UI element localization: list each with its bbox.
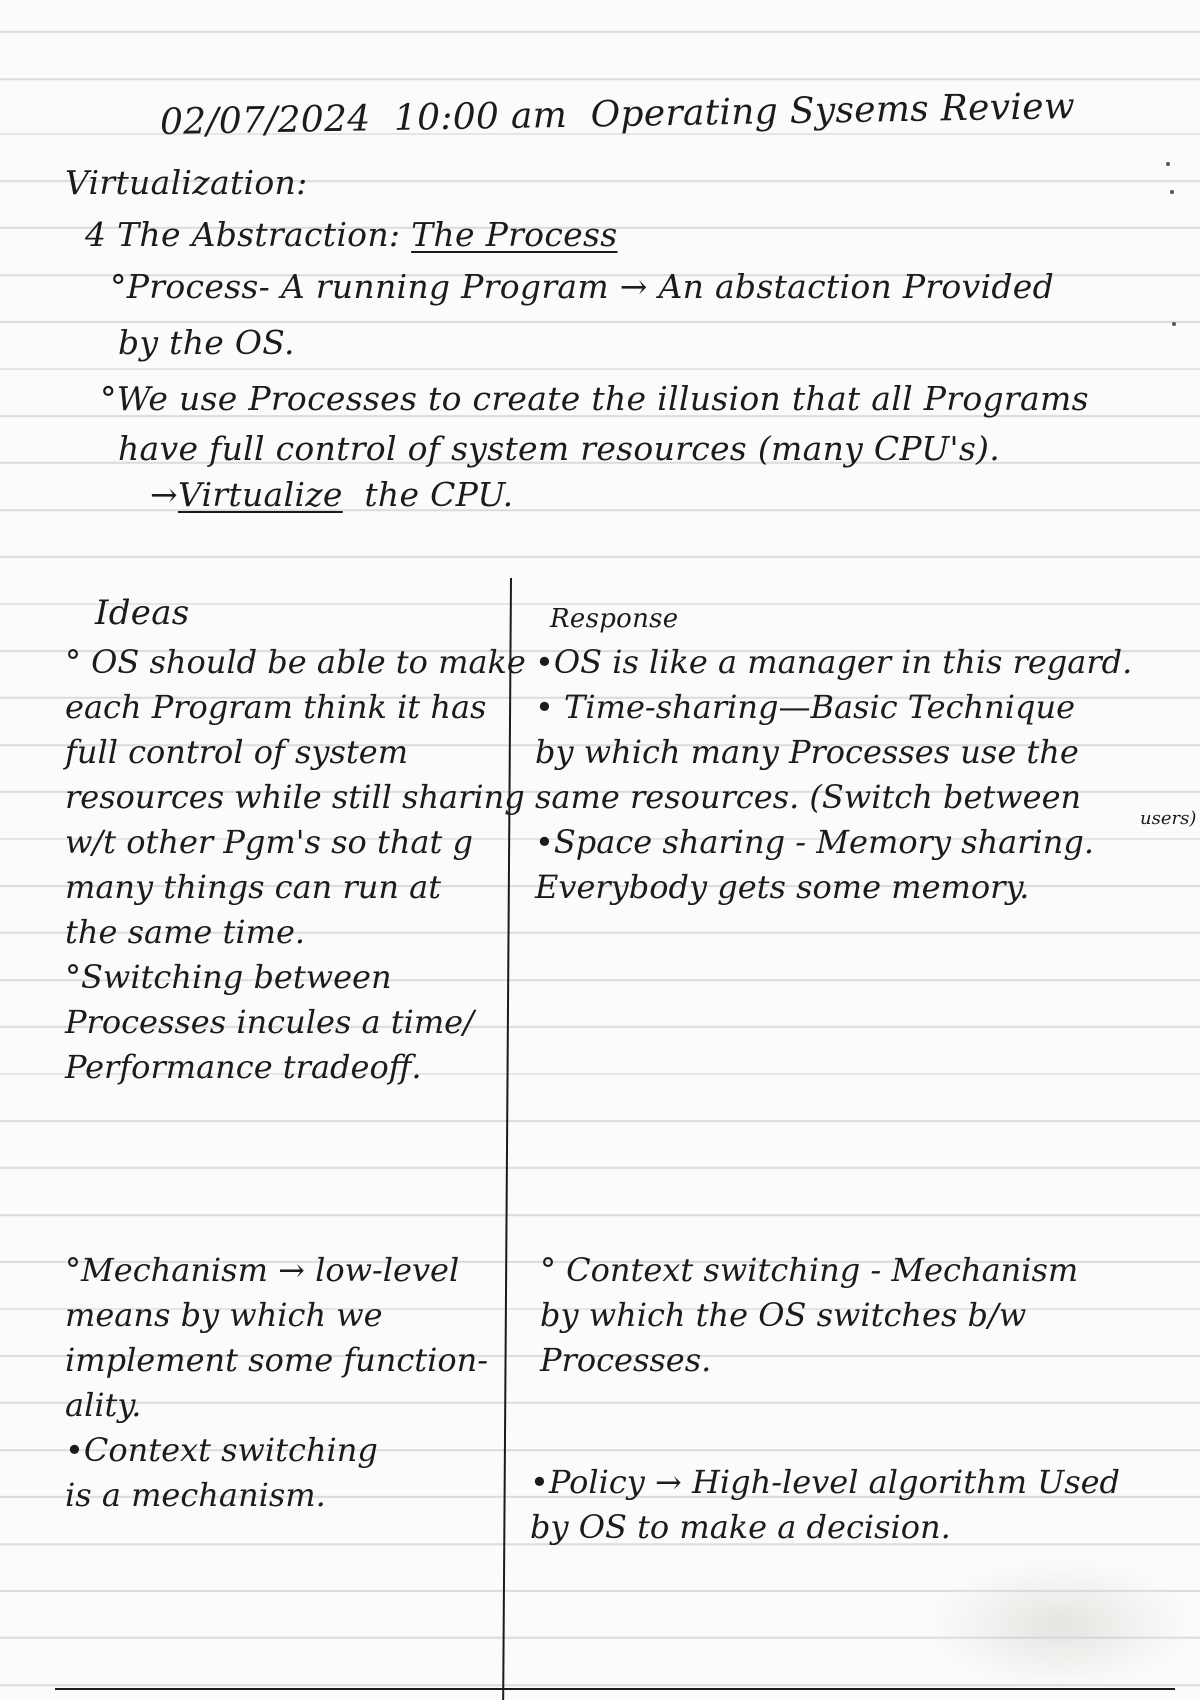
virtualize-word: Virtualize — [177, 475, 343, 514]
intro-line: °We use Processes to create the illusion that all Programs — [100, 379, 1089, 418]
text-line: ality. — [65, 1386, 142, 1424]
intro-line: °Process- A running Program → An abstaction Provided — [110, 267, 1055, 306]
arrow-glyph: → — [150, 475, 178, 514]
text-line: •OS is like a manager in this regard. — [535, 643, 1133, 681]
column-heading-response: Response — [550, 604, 679, 634]
paper-speck — [1170, 190, 1174, 194]
paper-speck — [1172, 322, 1176, 326]
ideas-block-1 — [65, 640, 526, 1090]
text-line: each Program think it has — [65, 688, 487, 726]
text-line: Processes. — [540, 1341, 712, 1379]
margin-note: users) — [1140, 808, 1197, 829]
text-line: is a mechanism. — [65, 1476, 326, 1514]
paper-stain — [930, 1560, 1190, 1690]
subheading-prefix: The Abstraction: — [117, 215, 401, 254]
note-title: Operating Sysems Review — [590, 86, 1076, 136]
note-date: 02/07/2024 — [159, 98, 371, 143]
text-line: ° OS should be able to make — [65, 643, 526, 681]
text-line: •Policy → High-level algorithm Used — [530, 1463, 1121, 1501]
subheading — [85, 212, 617, 258]
intro-line: by the OS. — [118, 323, 295, 362]
text-line: ° Context switching - Mechanism — [540, 1251, 1079, 1289]
text-line: Processes incules a time/ — [65, 1003, 474, 1041]
intro-last-rest: the CPU. — [364, 475, 514, 514]
note-time: 10:00 am — [393, 94, 568, 139]
text-line: means by which we — [65, 1296, 383, 1334]
text-line: •Context switching — [65, 1431, 378, 1469]
text-line: by OS to make a decision. — [530, 1508, 951, 1546]
text-line: full control of system — [65, 733, 409, 771]
intro-line-last — [150, 472, 513, 518]
text-line: by which the OS switches b/w — [540, 1296, 1027, 1334]
text-line: • Time-sharing—Basic Technique — [535, 688, 1075, 726]
text-line: by which many Processes use the — [535, 733, 1079, 771]
paper-speck — [1166, 162, 1170, 166]
text-line: resources while still sharing — [65, 778, 525, 816]
text-line: same resources. (Switch between — [535, 778, 1082, 816]
subheading-number: 4 — [85, 215, 107, 254]
subheading-underlined: The Process — [411, 215, 618, 254]
text-line: Performance tradeoff. — [65, 1048, 422, 1086]
response-block-2 — [540, 1248, 1078, 1383]
text-line: Everybody gets some memory. — [535, 868, 1030, 906]
response-block-1 — [535, 640, 1132, 910]
text-line: w/t other Pgm's so that g — [65, 823, 474, 861]
text-line: the same time. — [65, 913, 306, 951]
ideas-block-2 — [65, 1248, 488, 1518]
bottom-rule — [55, 1688, 1175, 1690]
response-block-3 — [530, 1460, 1120, 1550]
text-line: many things can run at — [65, 868, 442, 906]
text-line: •Space sharing - Memory sharing. — [535, 823, 1095, 861]
intro-line: have full control of system resources (many CPU's). — [118, 429, 1001, 468]
column-heading-ideas: Ideas — [95, 593, 190, 633]
text-line: °Switching between — [65, 958, 392, 996]
text-line: °Mechanism → low-level — [65, 1251, 460, 1289]
section-title: Virtualization: — [65, 163, 308, 202]
text-line: implement some function- — [65, 1341, 489, 1379]
note-header — [160, 84, 1076, 146]
